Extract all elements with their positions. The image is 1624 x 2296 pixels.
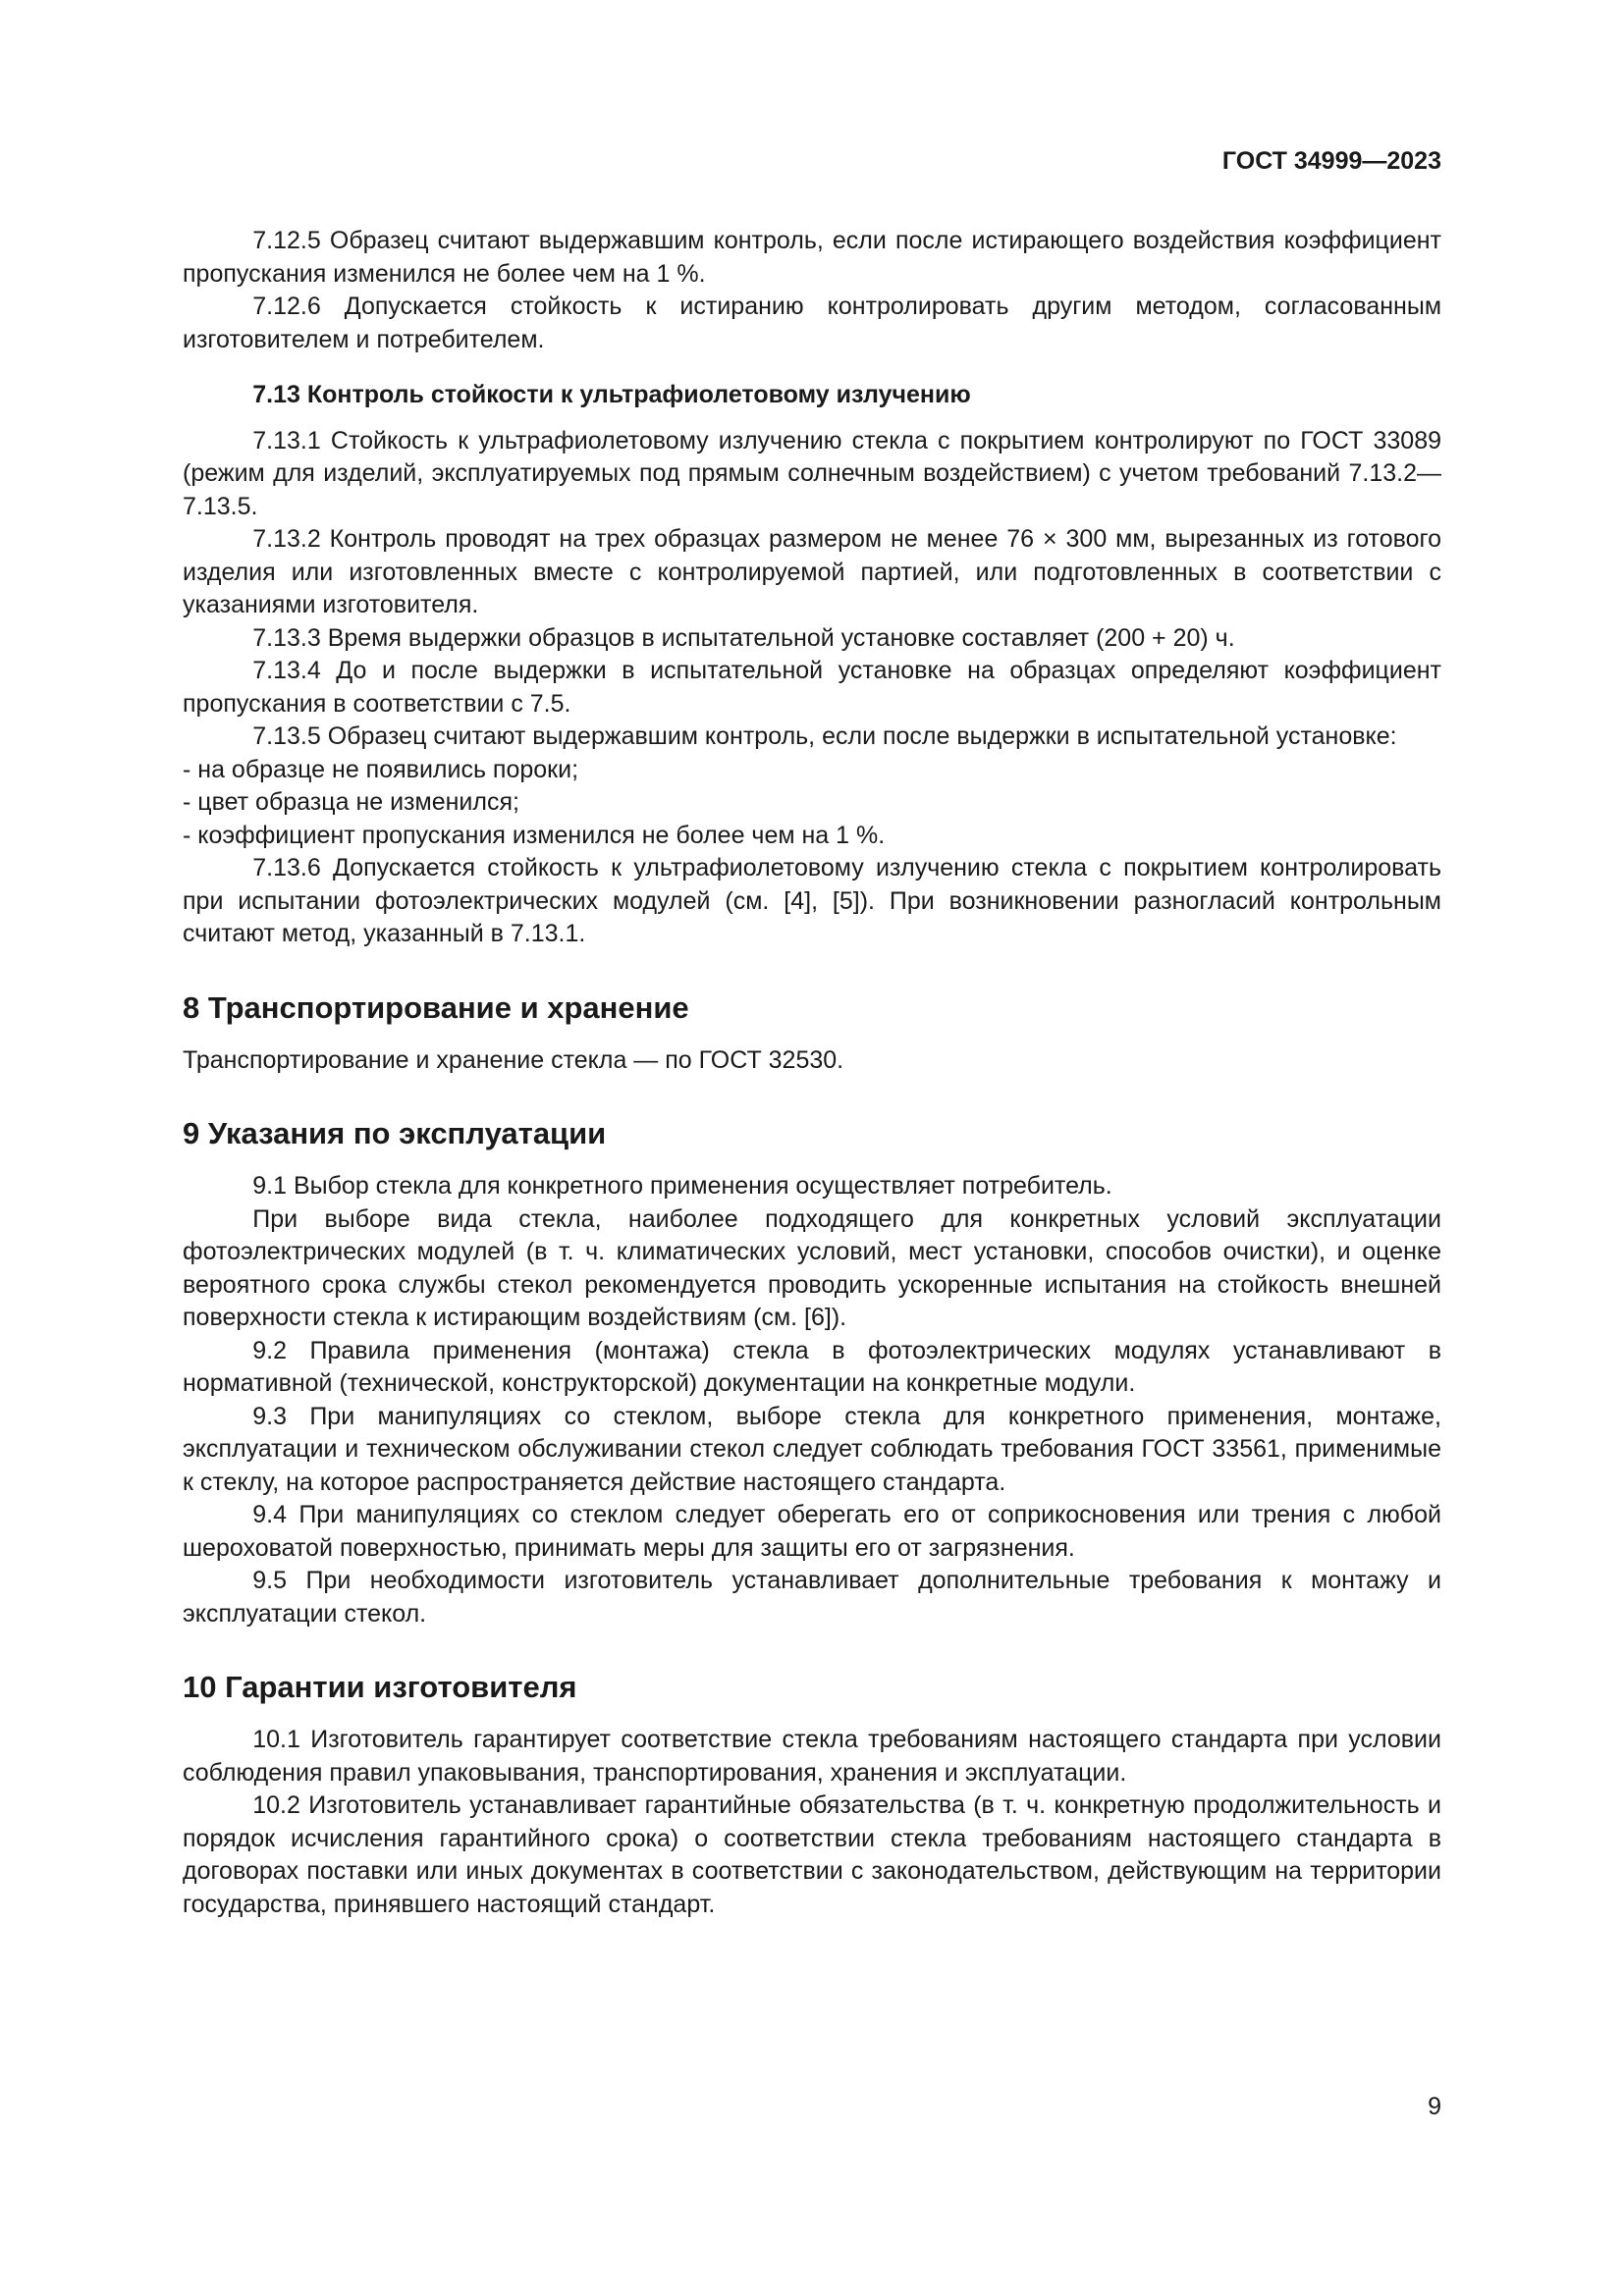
paragraph-7-13-1: 7.13.1 Стойкость к ультрафиолетовому излучению стекла с покрытием контролируют по ГОСТ 33089 (режим для изделий, эксплуатируемых под прямым солнечным воздействием) с учетом требований 7.13.2—7.13.5. [183,426,1441,520]
paragraph-7-13-4: 7.13.4 До и после выдержки в испытательной установке на образцах определяют коэффициент пропускания в соответствии с 7.5. [183,657,1441,718]
subsection-7-13-title: 7.13 Контроль стойкости к ультрафиолетовому излучению [252,381,971,408]
paragraph-7-13-3: 7.13.3 Время выдержки образцов в испытательной установке составляет (200 + 20) ч. [252,623,1235,652]
paragraph-7-13-6: 7.13.6 Допускается стойкость к ультрафиолетовому излучению стекла с покрытием контролировать при испытании фотоэлектрических модулей (см. [4], [5]). При возникновении разногласий контрольным считают метод, указанный в 7.13.1. [183,854,1441,947]
section-8-heading: 8 Транспортирование и хранение [183,989,689,1025]
page-number: 9 [1428,2093,1441,2120]
paragraph-7-12-5: 7.12.5 Образец считают выдержавшим контроль, если после истирающего воздействия коэффициент пропускания изменился не более чем на 1 %. [183,227,1441,288]
paragraph-9-3: 9.3 При манипуляциях со стеклом, выборе стекла для конкретного применения, монтаже, эксплуатации и техническом обслуживании стекол следует соблюдать требования ГОСТ 33561, применимые к стеклу, на которое распространяется действие настоящего стандарта. [183,1402,1441,1496]
list-item: - коэффициент пропускания изменился не более чем на 1 %. [183,821,886,849]
paragraph-10-1: 10.1 Изготовитель гарантирует соответствие стекла требованиям настоящего стандарта при условии соблюдения правил упаковывания, транспортирования, хранения и эксплуатации. [183,1726,1441,1787]
paragraph-9-1-cont: При выборе вида стекла, наиболее подходящего для конкретных условий эксплуатации фотоэлектрических модулей (в т. ч. климатических условий, мест установки, способов очистки), и оценке вероятного срока службы стекол рекомендуется проводить ускоренные испытания на стойкость внешней поверхности стекла к истирающим воздействиям (см. [6]). [183,1204,1441,1331]
paragraph-9-5: 9.5 При необходимости изготовитель устанавливает дополнительные требования к монтажу и эксплуатации стекол. [183,1567,1441,1628]
document-standard-header: ГОСТ 34999—2023 [1221,147,1441,175]
list-item: - на образце не появились пороки; [183,755,579,783]
paragraph-8: Транспортирование и хранение стекла — по ГОСТ 32530. [183,1045,844,1074]
section-9-heading: 9 Указания по эксплуатации [183,1116,607,1150]
paragraph-7-13-5: 7.13.5 Образец считают выдержавшим контроль, если после выдержки в испытательной установке: [252,722,1397,750]
paragraph-9-1: 9.1 Выбор стекла для конкретного применения осуществляет потребитель. [252,1172,1112,1200]
paragraph-7-13-2: 7.13.2 Контроль проводят на трех образцах размером не менее 76 × 300 мм, вырезанных из готового изделия или изготовленных вместе с контролируемой партией, или подготовленных в соответствии с указаниями изготовителя. [183,525,1441,618]
page-content [183,225,1441,1921]
paragraph-9-4: 9.4 При манипуляциях со стеклом следует оберегать его от соприкосновения или трения с любой шероховатой поверхностью, принимать меры для защиты его от загрязнения. [183,1501,1441,1562]
section-10-heading: 10 Гарантии изготовителя [183,1670,577,1704]
paragraph-9-2: 9.2 Правила применения (монтажа) стекла в фотоэлектрических модулях устанавливают в нормативной (технической, конструкторской) документации на конкретные модули. [183,1336,1441,1397]
paragraph-10-2: 10.2 Изготовитель устанавливает гарантийные обязательства (в т. ч. конкретную продолжительность и порядок исчисления гарантийного срока) о соответствии стекла требованиям настоящего стандарта в договорах поставки или иных документах в соответствии с законодательством, действующим на территории государства, принявшего настоящий стандарт. [183,1791,1441,1918]
list-item: - цвет образца не изменился; [183,788,519,816]
paragraph-7-12-6: 7.12.6 Допускается стойкость к истиранию контролировать другим методом, согласованным изготовителем и потребителем. [183,293,1441,353]
